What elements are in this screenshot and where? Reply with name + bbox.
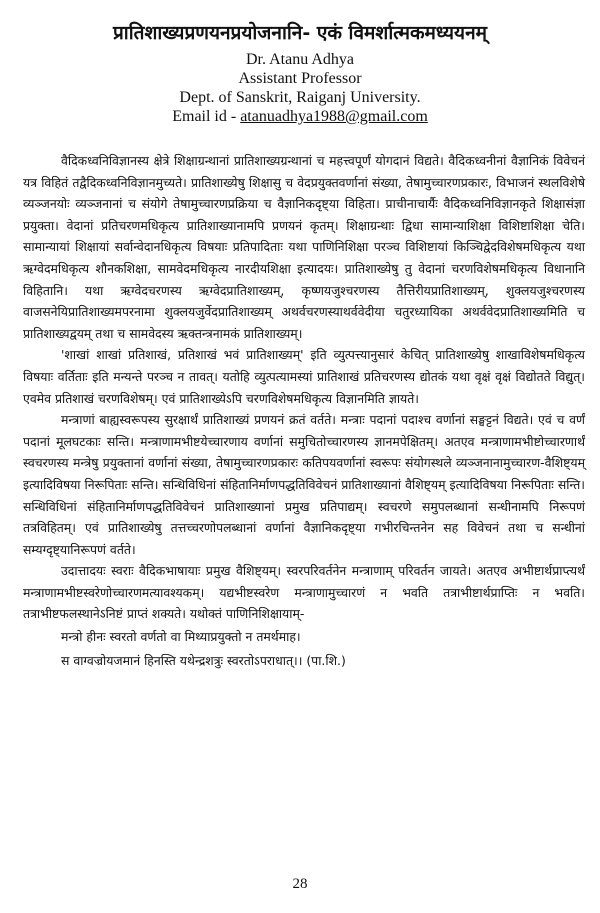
paragraph-4: उदात्तादयः स्वराः वैदिकभाषायाः प्रमुख वैशिष्ट्यम्। स्वरपरिवर्तनेन मन्त्राणाम् परिवर्तन जायते। अतएव अभीष्टार्थप्राप्त्यर्थं मन्त्राणामभीष्टस्वरेणोच्चारणमत्यावश्यकम्। यद्यभीष्टस्वरेण मन्त्राणामुच्चारणं न भवति तत्राभीष्टार्थप्राप्तिः न भवति। तत्राभीष्टफलस्थानेऽनिष्टं प्राप्तं शक्यते। यथोक्तं पाणिनिशिक्षायाम्-	[23, 563, 585, 622]
author-email-line	[0, 107, 600, 126]
author-designation: Assistant Professor	[238, 70, 362, 87]
paper-title: प्रातिशाख्यप्रणयनप्रयोजनानि- एकं विमर्शात्मकमध्ययनम्	[112, 22, 487, 44]
verse-line-2: स वाग्वज्रोयजमानं हिनस्ति यथेन्द्रशत्रुः स्वरतोऽपराधात्।। (पा.शि.)	[61, 653, 346, 669]
page-number: 28	[292, 876, 308, 892]
paragraph-3: मन्त्राणां बाह्यस्वरूपस्य सुरक्षार्थं प्रातिशाख्यं प्रणयनं क्रतं वर्तते। मन्त्राः पदानां पदाश्च वर्णानां सङ्घट्टनं विद्यते। एवं च वर्णं पदानां मूलघटकाः सन्ति। मन्त्राणामभीष्टयेच्चारणाय वर्णानां समुचितोच्चारणस्य ज्ञानमपेक्षितम्। अतएव मन्त्राणामभीष्टोच्चारणार्थं स्वचरणस्य मन्त्रेषु प्रयुक्तानां वर्णानां संख्या, तेषामुच्चारणप्रकारः कतिपयवर्णानां स्वरूपः संयोगस्थले व्यञ्जनानामुच्चारण-वैशिष्ट्यम् इत्यादिविषया निरूपिताः सन्ति। सन्धिविधिनां संहितानिर्माणपद्धतिविवेचनं प्रातिशाख्यानां वैशिष्ट्यम् इत्यादिविषया निरूपिताः सन्ति। सन्धिविधिनां संहितानिर्माणपद्धतिविवेचनं प्रातिशाख्यानां प्रमुख प्रतिपाद्यम्। स्वचरणे समुपलब्धानां सन्धीनामपि निरूपणं तत्रविहितम्। एवं प्रातिशाख्येषु तत्तच्चरणोपलब्धानां वर्णानां वैज्ञानिकदृष्ट्या गभीरचिन्तनेन सह विवेचनं तथा च सन्धीनां सम्यग्दृष्ट्यानिरूपणं वर्तते।	[23, 412, 585, 557]
paragraph-2: 'शाखां शाखां प्रतिशाखं, प्रतिशाखं भवं प्रातिशाख्यम्' इति व्युत्पत्त्यानुसारं केचित् प्रातिशाख्येषु शाखाविशेषमधिकृत्य विषयाः वर्तिताः इति मन्यन्ते परञ्च न तावत्। यतोहि व्युत्पत्यामस्यां प्रातिशाखं प्रतिचरणस्य द्योतकं यथा वृक्षं वृक्षं विद्योतते विद्युत्। एवमेव प्रतिशाखं चरणविशेषम्। एवं प्रातिशाख्येऽपि चरणविशेषमधिकृत्य विज्ञानमिति ज्ञायते।	[23, 347, 585, 406]
paragraph-1: वैदिकध्वनिविज्ञानस्य क्षेत्रे शिक्षाग्रन्थानां प्रातिशाख्यग्रन्थानां च महत्त्वपूर्णं योगदानं विद्यते। वैदिकध्वनीनां वैज्ञानिकं विवेचनं यत्र विहितं तद्वैदिकध्वनिविज्ञानमुच्यते। प्रातिशाख्येषु शिक्षासु च वेदप्रयुक्तवर्णानां संख्या, तेषामुच्चारणप्रकारः, विभाजनं स्थलविशेषे व्यञ्जनयोः व्यञ्जनानां च संयोगे तेषामुच्चारणप्रक्रिया च वैज्ञानिकदृष्ट्या विहिता। प्राचीनाचार्यैः वैदिकध्वनिविज्ञानकृते शिक्षासंज्ञा प्रयुक्ता। वेदानां प्रतिचरणमधिकृत्य प्रातिशाख्यानामपि प्रणयनं कृतम्। शिक्षाग्रन्थाः द्विधा सामान्याशिक्षा विशिष्टाशिक्षा चेति। सामान्यायां शिक्षायां सर्वान्वेदानधिकृत्य विषयाः प्रतिपादिताः यथा पाणिनिशिक्षा परञ्च विशिष्टायां किञ्चिद्वेदविशेषमधिकृत्य यथा ऋग्वेदमधिकृत्य शौनकशिक्षा, सामवेदमधिकृत्य नारदीयशिक्षा इत्यादयः। प्रातिशाख्येषु तु वेदानां चरणविशेषमधिकृत्य विधानानि विहितानि। यथा ऋग्वेदचरणस्य ऋग्वेदप्रातिशाख्यम्, कृष्णयजुश्चरणस्य तैत्तिरीयप्रातिशाख्यम्, शुक्लयजुश्चरणस्य वाजसनेयिप्रातिशाख्यमपरनामा शुक्लयजुर्वेदप्रातिशाख्यम् अथर्वचरणस्याथर्ववेदीया चतुरध्यायिका अथर्ववेदप्रातिशाख्यमिति च प्रातिशाख्यद्वयम् तथा च सामवेदस्य ऋक्तन्त्रनामकं प्रातिशाख्यम्।	[23, 153, 585, 341]
author-block	[0, 50, 600, 126]
email-link[interactable]: atanuadhya1988@gmail.com	[240, 108, 428, 125]
author-department: Dept. of Sanskrit, Raiganj University.	[179, 89, 421, 106]
article-body	[23, 150, 585, 673]
verse-line-1: मन्त्रो हीनः स्वरतो वर्णतो वा मिथ्याप्रयुक्तो न तमर्थमाह।	[61, 629, 301, 645]
author-name: Dr. Atanu Adhya	[246, 51, 354, 68]
email-label: Email id -	[172, 108, 241, 125]
